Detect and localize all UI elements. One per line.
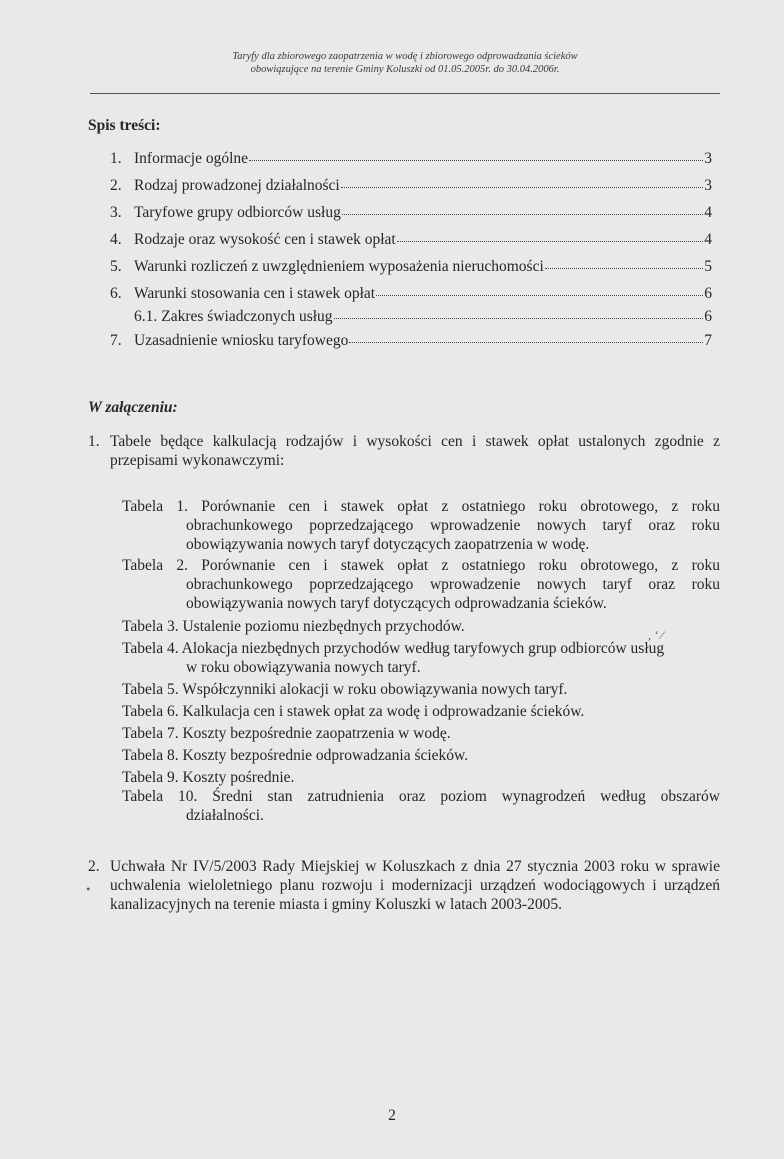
toc-entry-page: 3 <box>704 150 712 167</box>
toc-entry <box>110 285 712 308</box>
toc-entry-label: Rodzaje oraz wysokość cen i stawek opłat <box>134 231 396 248</box>
attachment-item-2 <box>88 857 720 914</box>
attachment-number: 2. <box>88 858 100 875</box>
attachment-text: Tabele będące kalkulacją rodzajów i wysokości cen i stawek opłat ustalonych zgodnie z przepisami wykonawczymi: <box>110 433 720 469</box>
table-of-contents <box>110 150 712 355</box>
table-label: Tabela 9. <box>122 769 179 786</box>
stray-pen-marks: , ‘ ⁄ <box>648 628 663 642</box>
toc-entry <box>110 150 712 173</box>
toc-entry-label: Rodzaj prowadzonej działalności <box>134 177 340 194</box>
toc-entry <box>110 177 712 200</box>
running-header-line-1: Taryfy dla zbiorowego zaopatrzenia w wodę i zbiorowego odprowadzania ścieków <box>232 51 578 62</box>
table-label: Tabela 5. <box>122 681 179 698</box>
attachment-number: 1. <box>88 433 100 450</box>
toc-entry-number: 5. <box>110 258 122 275</box>
table-label: Tabela 6. <box>122 703 179 720</box>
table-text-line: w roku obowiązywania nowych taryf. <box>186 659 421 676</box>
table-text-line: obrachunkowego poprzedzającego wprowadzenie nowych taryf oraz roku <box>186 576 720 593</box>
table-entry <box>122 617 720 636</box>
toc-title: Spis treści: <box>88 117 161 134</box>
page-number: 2 <box>388 1107 396 1124</box>
toc-entry-number: 6. <box>110 285 122 302</box>
table-entry <box>122 768 720 787</box>
running-header <box>90 50 720 76</box>
table-label: Tabela 2. <box>122 557 188 574</box>
running-header-line-2: obowiązujące na terenie Gminy Koluszki od 01.05.2005r. do 30.04.2006r. <box>250 64 560 75</box>
toc-entry <box>110 332 712 355</box>
toc-entry-number: 1. <box>110 150 122 167</box>
toc-leader-dots <box>249 160 703 161</box>
table-entry <box>122 787 720 825</box>
attachment-item-1 <box>88 432 720 470</box>
toc-entry <box>110 231 712 254</box>
toc-entry-page: 6 <box>704 285 712 302</box>
table-label: Tabela 8. <box>122 747 179 764</box>
table-label: Tabela 10. <box>122 788 198 805</box>
toc-leader-dots <box>349 342 703 343</box>
toc-entry-label: Informacje ogólne <box>134 150 249 167</box>
toc-entry-label: Taryfowe grupy odbiorców usług <box>134 204 341 221</box>
header-rule <box>90 93 720 94</box>
table-text-line: Kalkulacja cen i stawek opłat za wodę i odprowadzanie ścieków. <box>182 703 585 720</box>
toc-leader-dots <box>545 268 703 269</box>
table-text-line: obowiązywania nowych taryf dotyczących zaopatrzenia w wodę. <box>186 536 590 553</box>
toc-entry-page: 7 <box>704 332 712 349</box>
table-entry <box>122 746 720 765</box>
toc-entry-number: 7. <box>110 332 122 349</box>
table-text-line: Koszty bezpośrednie zaopatrzenia w wodę. <box>182 725 451 742</box>
attachment-text: Uchwała Nr IV/5/2003 Rady Miejskiej w Koluszkach z dnia 27 stycznia 2003 roku w sprawie uchwalenia wieloletniego planu rozwoju i modernizacji urządzeń wodociągowych i urządzeń kanalizacyjnych na terenie miasta i gminy Koluszki w latach 2003-2005. <box>110 858 720 913</box>
table-text-line: Współczynniki alokacji w roku obowiązywania nowych taryf. <box>182 681 568 698</box>
toc-entry <box>110 258 712 281</box>
table-text-line: obrachunkowego poprzedzającego wprowadzenie nowych taryf oraz roku <box>186 517 720 534</box>
toc-entry-page: 3 <box>704 177 712 194</box>
toc-entry-number: 6.1. <box>134 308 158 325</box>
toc-leader-dots <box>376 295 703 296</box>
toc-entry-page: 4 <box>704 231 712 248</box>
table-text-line: Koszty bezpośrednie odprowadzania ścieków. <box>182 747 469 764</box>
table-text-line: Alokacja niezbędnych przychodów według taryfowych grup odbiorców usług <box>181 640 665 657</box>
table-text-line: Porównanie cen i stawek opłat z ostatniego roku obrotowego, z roku <box>201 557 720 574</box>
toc-entry-page: 6 <box>704 308 712 325</box>
table-label: Tabela 4. <box>122 640 179 657</box>
toc-entry-label: Zakres świadczonych usług <box>161 308 333 325</box>
toc-entry-label: Warunki rozliczeń z uwzględnieniem wyposażenia nieruchomości <box>134 258 544 275</box>
toc-subentry <box>110 308 712 328</box>
table-text-line: Porównanie cen i stawek opłat z ostatniego roku obrotowego, z roku <box>201 498 720 515</box>
toc-entry <box>110 204 712 227</box>
toc-entry-number: 2. <box>110 177 122 194</box>
table-entry <box>122 639 720 677</box>
toc-entry-page: 5 <box>704 258 712 275</box>
toc-entry-label: Uzasadnienie wniosku taryfowego <box>134 332 349 349</box>
toc-entry-number: 4. <box>110 231 122 248</box>
table-entry <box>122 702 720 721</box>
toc-leader-dots <box>334 318 704 319</box>
table-label: Tabela 7. <box>122 725 179 742</box>
table-text-line: Ustalenie poziomu niezbędnych przychodów. <box>182 618 465 635</box>
toc-leader-dots <box>397 241 704 242</box>
table-entry <box>122 724 720 743</box>
toc-entry-label: Warunki stosowania cen i stawek opłat <box>134 285 376 302</box>
table-text-line: Koszty pośrednie. <box>182 769 295 786</box>
toc-leader-dots <box>342 214 703 215</box>
table-entry <box>122 497 720 554</box>
toc-entry-number: 3. <box>110 204 122 221</box>
toc-leader-dots <box>341 187 704 188</box>
table-label: Tabela 1. <box>122 498 188 515</box>
table-label: Tabela 3. <box>122 618 179 635</box>
table-text-line: obowiązywania nowych taryf dotyczących odprowadzania ścieków. <box>186 595 607 612</box>
table-entry <box>122 680 720 699</box>
attachment-tables-list <box>122 497 720 825</box>
stray-dot-mark: • <box>86 882 91 896</box>
toc-entry-page: 4 <box>704 204 712 221</box>
table-text-line: działalności. <box>186 807 264 824</box>
table-entry <box>122 556 720 613</box>
table-text-line: Średni stan zatrudnienia oraz poziom wynagrodzeń według obszarów <box>212 788 720 805</box>
attachments-title: W załączeniu: <box>88 399 178 416</box>
